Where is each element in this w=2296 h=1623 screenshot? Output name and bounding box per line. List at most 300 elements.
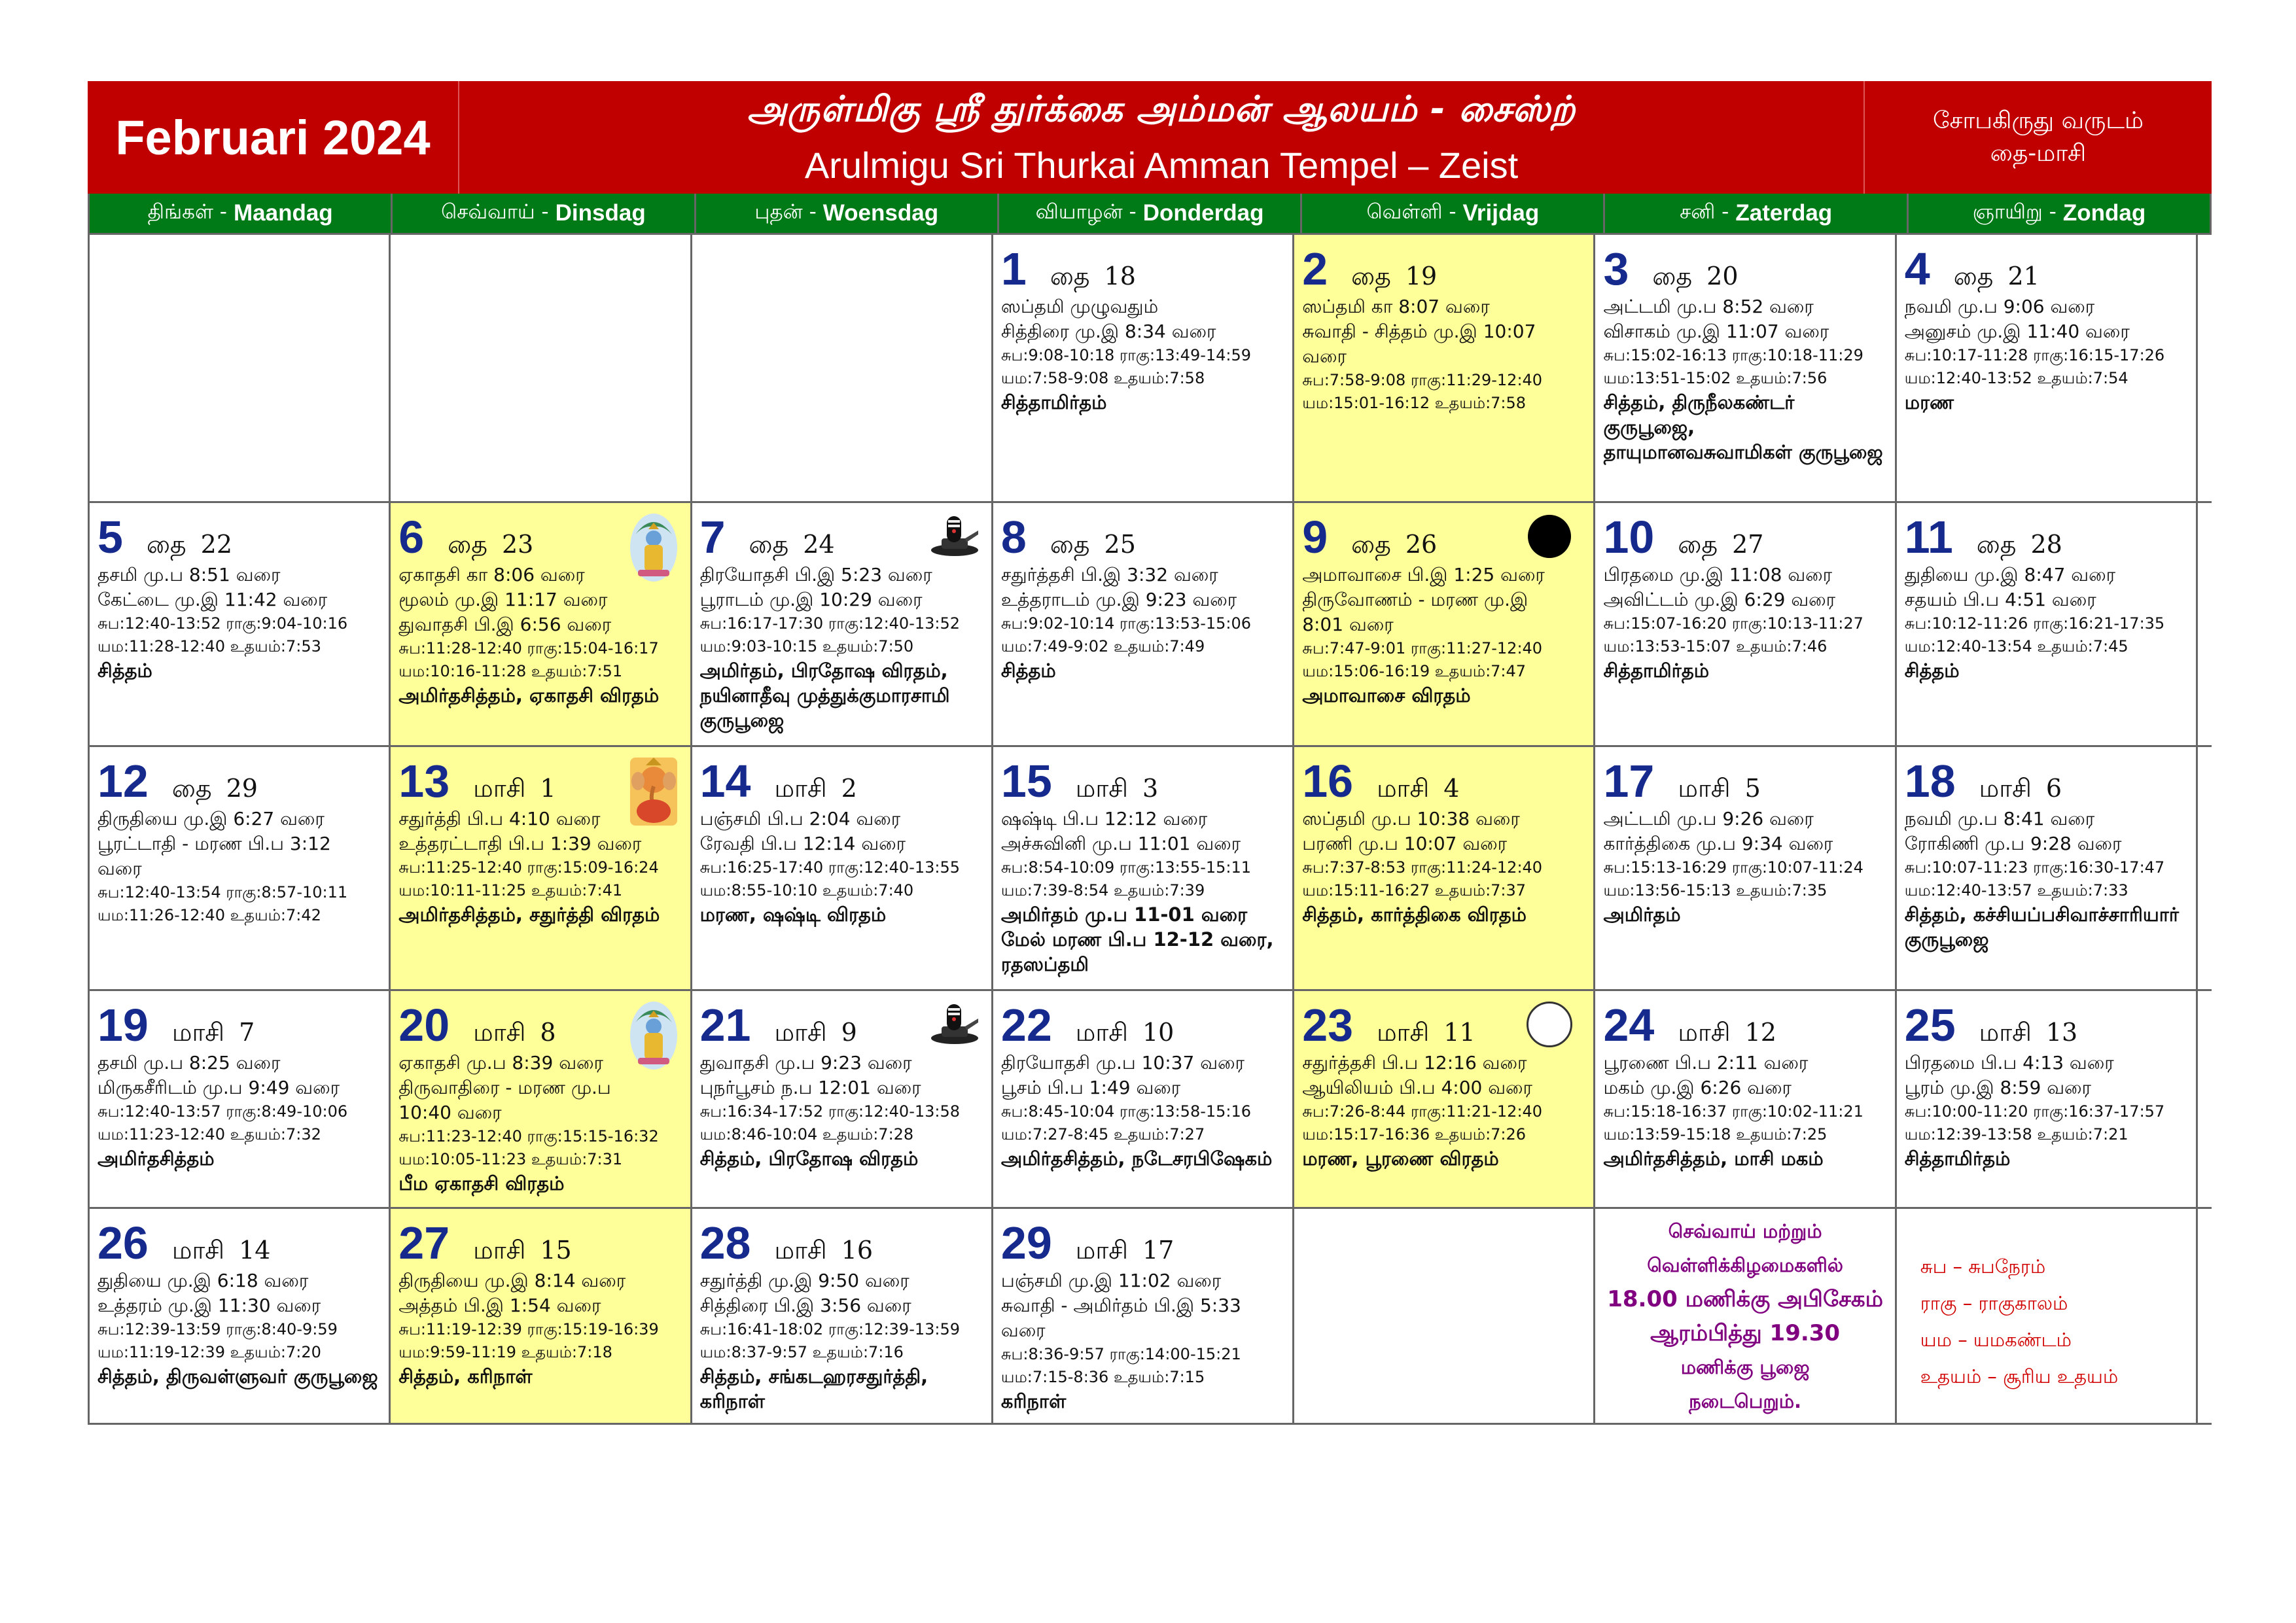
tithi-nakshatra-line: அச்சுவினி மு.ப 11:01 வரை <box>1000 833 1241 854</box>
day-heading <box>97 758 381 807</box>
tamil-date: 24 <box>803 530 835 559</box>
shiva-lingam-icon <box>928 1000 980 1049</box>
day-cell-8 <box>993 503 1294 745</box>
day-heading <box>1001 245 1284 294</box>
empty-cell <box>90 235 391 501</box>
tithi-nakshatra-line: அனுசம் மு.இ 11:40 வரை <box>1904 321 2130 342</box>
tithi-nakshatra-line: அத்தம் பி.இ 1:54 வரை <box>398 1295 601 1316</box>
day-heading <box>1302 758 1585 807</box>
weekday-header <box>88 194 2212 233</box>
tithi-nakshatra-line: புநர்பூசம் ந.ப 12:01 வரை <box>699 1077 921 1098</box>
timings-line: யம:13:56-15:13 உதயம்:7:35 <box>1603 881 1828 899</box>
events: அமிர்தம், பிரதோஷ விரதம், நயினாதீவு முத்துக்குமாரசாமி குருபூஜை <box>699 659 950 731</box>
tithi-nakshatra-line: தசமி மு.ப 8:25 வரை <box>97 1052 281 1073</box>
events: அமிர்தசித்தம், மாசி மகம் <box>1603 1147 1824 1170</box>
empty-cell <box>692 235 993 501</box>
tithi-nakshatra-line: சதுர்த்தசி பி.இ 3:32 வரை <box>1000 564 1218 585</box>
calendar-header <box>88 81 2212 194</box>
tithi-nakshatra-line: நவமி மு.ப 8:41 வரை <box>1904 808 2095 829</box>
temple-title <box>459 81 1865 194</box>
date-number: 5 <box>97 512 123 563</box>
date-number: 23 <box>1302 1000 1354 1051</box>
vishnu-icon <box>629 1000 679 1073</box>
tamil-date: 5 <box>1744 774 1761 803</box>
events: அமிர்தசித்தம் <box>97 1147 215 1170</box>
puja-notice <box>1595 1209 1896 1423</box>
events: சித்தம், பிரதோஷ விரதம் <box>699 1147 919 1170</box>
tamil-date: 13 <box>2045 1018 2078 1047</box>
week-row <box>90 747 2212 991</box>
timings-line: யம:9:59-11:19 உதயம்:7:18 <box>398 1343 612 1361</box>
date-number: 3 <box>1603 243 1629 294</box>
empty-cell <box>391 235 692 501</box>
date-number: 10 <box>1603 512 1655 563</box>
timings-line: சுப:15:18-16:37 ராகு:10:02-11:21 <box>1603 1102 1863 1121</box>
tithi-nakshatra-line: ஷஷ்டி பி.ப 12:12 வரை <box>1000 808 1208 829</box>
notice-line: ஆரம்பித்து 19.30 <box>1650 1319 1841 1346</box>
tithi-nakshatra-line: ஆயிலியம் பி.ப 4:00 வரை <box>1302 1077 1533 1098</box>
date-number: 28 <box>699 1217 751 1268</box>
weekday-tamil: புதன் - <box>754 200 817 224</box>
timings-line: யம:11:28-12:40 உதயம்:7:53 <box>97 637 321 655</box>
tithi-nakshatra-line: விசாகம் மு.இ 11:07 வரை <box>1603 321 1829 342</box>
timings-line: யம:10:16-11:28 உதயம்:7:51 <box>398 662 623 680</box>
tamil-date: 6 <box>2045 774 2062 803</box>
tithi-nakshatra-line: பூரட்டாதி - மரண பி.ப 3:12 <box>97 833 331 854</box>
timings-line: யம:11:26-12:40 உதயம்:7:42 <box>97 906 321 924</box>
tamil-date: 27 <box>1732 530 1764 559</box>
tamil-month: தை <box>1351 262 1391 290</box>
date-number: 20 <box>398 1000 450 1051</box>
tithi-nakshatra-line: சுவாதி - சித்தம் மு.இ 10:07 <box>1302 321 1536 342</box>
day-heading <box>97 1002 381 1051</box>
timings-line: சுப:10:07-11:23 ராகு:16:30-17:47 <box>1904 858 2165 877</box>
day-cell-11 <box>1897 503 2198 745</box>
tamil-date: 16 <box>841 1236 874 1265</box>
timings-line: சுப:7:26-8:44 ராகு:11:21-12:40 <box>1302 1102 1543 1121</box>
tithi-nakshatra-line: பூராடம் மு.இ 10:29 வரை <box>699 589 923 610</box>
tithi-nakshatra-line: சித்திரை மு.இ 8:34 வரை <box>1000 321 1216 342</box>
tamil-month: மாசி <box>1377 1018 1430 1047</box>
timings-line: யம:8:46-10:04 உதயம்:7:28 <box>699 1125 914 1143</box>
tamil-month: தை <box>1678 530 1718 559</box>
tamil-date: 8 <box>540 1018 556 1047</box>
timings-line: சுப:7:58-9:08 ராகு:11:29-12:40 <box>1302 371 1543 389</box>
tamil-month: மாசி <box>1979 774 2032 803</box>
events: பீம ஏகாதசி விரதம் <box>398 1172 565 1195</box>
tithi-nakshatra-line: அமாவாசை பி.இ 1:25 வரை <box>1302 564 1545 585</box>
tithi-nakshatra-line: திரயோதசி மு.ப 10:37 வரை <box>1000 1052 1245 1073</box>
events: சித்தம் <box>1904 659 1960 682</box>
timings-line: யம:13:53-15:07 உதயம்:7:46 <box>1603 637 1828 655</box>
day-cell-13 <box>391 747 692 989</box>
day-heading <box>700 1219 983 1268</box>
day-heading <box>1603 758 1886 807</box>
day-heading <box>97 1219 381 1268</box>
weekday-donderdag <box>999 194 1302 233</box>
day-cell-24 <box>1595 991 1896 1207</box>
events: கரிநாள் <box>1000 1390 1067 1412</box>
legend-item: ராகு – ராகுகாலம் <box>1920 1292 2068 1314</box>
timings-line: சுப:9:08-10:18 ராகு:13:49-14:59 <box>1000 346 1252 364</box>
timings-line: சுப:11:28-12:40 ராகு:15:04-16:17 <box>398 639 659 657</box>
weekday-dutch: Zondag <box>2062 200 2146 226</box>
tithi-nakshatra-line: தசமி மு.ப 8:51 வரை <box>97 564 281 585</box>
notice-line: 18.00 மணிக்கு அபிசேகம் <box>1607 1285 1884 1312</box>
weekday-maandag <box>90 194 393 233</box>
tithi-nakshatra-line: உத்தரட்டாதி பி.ப 1:39 வரை <box>398 833 642 854</box>
tamil-date: 15 <box>540 1236 572 1265</box>
day-cell-17 <box>1595 747 1896 989</box>
tithi-nakshatra-line: ஏகாதசி மு.ப 8:39 வரை <box>398 1052 603 1073</box>
tamil-date: 2 <box>841 774 857 803</box>
day-cell-16 <box>1294 747 1595 989</box>
tamil-date: 4 <box>1443 774 1460 803</box>
tamil-date: 9 <box>841 1018 857 1047</box>
weekday-dutch: Donderdag <box>1142 200 1264 226</box>
timings-line: சுப:7:47-9:01 ராகு:11:27-12:40 <box>1302 639 1543 657</box>
events: சித்தம், கச்சியப்பசிவாச்சாரியார் குருபூஜை <box>1904 903 2179 951</box>
events: சித்தாமிர்தம் <box>1000 391 1107 413</box>
weekday-dutch: Zaterdag <box>1735 200 1833 226</box>
timings-line: யம:13:51-15:02 உதயம்:7:56 <box>1603 369 1828 387</box>
events: அமாவாசை விரதம் <box>1302 684 1471 707</box>
tithi-nakshatra-line: சதயம் பி.ப 4:51 வரை <box>1904 589 2096 610</box>
weekday-dinsdag <box>393 194 696 233</box>
timings-line: சுப:15:02-16:13 ராகு:10:18-11:29 <box>1603 346 1863 364</box>
day-heading <box>1001 758 1284 807</box>
date-number: 4 <box>1904 243 1930 294</box>
date-number: 17 <box>1603 756 1655 807</box>
notice-line: செவ்வாய் மற்றும் <box>1668 1219 1822 1242</box>
tithi-nakshatra-line: பூரணை பி.ப 2:11 வரை <box>1603 1052 1809 1073</box>
week-row <box>90 503 2212 747</box>
timings-line: சுப:10:12-11:26 ராகு:16:21-17:35 <box>1904 614 2165 633</box>
tamil-date: 3 <box>1142 774 1159 803</box>
empty-cell <box>1294 1209 1595 1423</box>
day-cell-21 <box>692 991 993 1207</box>
day-cell-14 <box>692 747 993 989</box>
tamil-month: தை <box>1050 530 1090 559</box>
weekday-woensdag <box>696 194 999 233</box>
timings-line: யம:12:40-13:54 உதயம்:7:45 <box>1904 637 2128 655</box>
day-cell-27 <box>391 1209 692 1423</box>
timings-line: சுப:16:41-18:02 ராகு:12:39-13:59 <box>699 1320 961 1338</box>
tithi-nakshatra-line: ஸப்தமி மு.ப 10:38 வரை <box>1302 808 1520 829</box>
events: சித்தம், கார்த்திகை விரதம் <box>1302 903 1527 926</box>
tithi-nakshatra-line: துவாதசி பி.இ 6:56 வரை <box>398 614 612 635</box>
weekday-tamil: சனி - <box>1680 200 1729 224</box>
date-number: 2 <box>1302 243 1328 294</box>
day-cell-26 <box>90 1209 391 1423</box>
tamil-month: மாசி <box>1377 774 1430 803</box>
week-row <box>90 1209 2212 1425</box>
events: சித்தாமிர்தம் <box>1904 1147 2011 1170</box>
tithi-nakshatra-line: திருதியை மு.இ 8:14 வரை <box>398 1270 626 1291</box>
weekday-tamil: ஞாயிறு - <box>1972 200 2057 224</box>
day-cell-20 <box>391 991 692 1207</box>
day-cell-3 <box>1595 235 1896 501</box>
date-number: 26 <box>97 1217 149 1268</box>
tithi-nakshatra-line: பிரதமை மு.இ 11:08 வரை <box>1603 564 1833 585</box>
tamil-month: மாசி <box>1075 1236 1128 1265</box>
timings-line: சுப:15:07-16:20 ராகு:10:13-11:27 <box>1603 614 1863 633</box>
tithi-nakshatra-line: சுவாதி - அமிர்தம் பி.இ 5:33 <box>1000 1295 1241 1316</box>
day-cell-23 <box>1294 991 1595 1207</box>
day-heading <box>1302 245 1585 294</box>
tithi-nakshatra-line: திருவாதிரை - மரண மு.ப <box>398 1077 611 1098</box>
day-cell-6 <box>391 503 692 745</box>
calendar <box>88 81 2212 1425</box>
tamil-date: 28 <box>2030 530 2062 559</box>
timings-line: யம:15:06-16:19 உதயம்:7:47 <box>1302 662 1527 680</box>
tithi-nakshatra-line: துவாதசி மு.ப 9:23 வரை <box>699 1052 912 1073</box>
tamil-date: 22 <box>200 530 233 559</box>
tithi-nakshatra-line: சதுர்த்தி மு.இ 9:50 வரை <box>699 1270 910 1291</box>
day-heading <box>1905 514 2188 563</box>
tithi-nakshatra-line: ரோகிணி மு.ப 9:28 வரை <box>1904 833 2122 854</box>
timings-line: யம:15:17-16:36 உதயம்:7:26 <box>1302 1125 1527 1143</box>
tithi-nakshatra-line: திருவோணம் - மரண மு.இ <box>1302 589 1528 610</box>
day-heading <box>1001 514 1284 563</box>
day-cell-1 <box>993 235 1294 501</box>
tithi-nakshatra-line: கேட்டை மு.இ 11:42 வரை <box>97 589 328 610</box>
weekday-vrijdag <box>1302 194 1605 233</box>
timings-line: யம:8:55-10:10 உதயம்:7:40 <box>699 881 914 899</box>
tithi-nakshatra-line: திருதியை மு.இ 6:27 வரை <box>97 808 325 829</box>
timings-line: யம:7:15-8:36 உதயம்:7:15 <box>1000 1368 1205 1386</box>
day-heading <box>1603 1002 1886 1051</box>
tamil-month: மாசி <box>1979 1018 2032 1047</box>
tithi-nakshatra-line: சதுர்த்தசி பி.ப 12:16 வரை <box>1302 1052 1527 1073</box>
tamil-month: மாசி <box>171 1018 225 1047</box>
day-cell-29 <box>993 1209 1294 1423</box>
tamil-month: மாசி <box>171 1236 225 1265</box>
tamil-month: தை <box>1953 262 1994 290</box>
weekday-zaterdag <box>1605 194 1908 233</box>
tithi-nakshatra-line: பரணி மு.ப 10:07 வரை <box>1302 833 1508 854</box>
date-number: 14 <box>699 756 751 807</box>
date-number: 1 <box>1000 243 1027 294</box>
date-number: 25 <box>1904 1000 1956 1051</box>
tamil-date: 12 <box>1744 1018 1776 1047</box>
date-number: 22 <box>1000 1000 1052 1051</box>
year-name: சோபகிருது வருடம் <box>1932 107 2144 134</box>
tithi-nakshatra-line: மிருகசீரிடம் மு.ப 9:49 வரை <box>97 1077 340 1098</box>
timings-line: யம:8:37-9:57 உதயம்:7:16 <box>699 1343 904 1361</box>
weekday-dutch: Dinsdag <box>555 200 646 226</box>
tithi-nakshatra-line: பூரம் மு.இ 8:59 வரை <box>1904 1077 2092 1098</box>
tamil-date: 29 <box>226 774 258 803</box>
timings-line: சுப:11:25-12:40 ராகு:15:09-16:24 <box>398 858 659 877</box>
timing-legend <box>1897 1209 2198 1423</box>
day-cell-15 <box>993 747 1294 989</box>
tamil-date: 11 <box>1443 1018 1475 1047</box>
timings-line: சுப:15:13-16:29 ராகு:10:07-11:24 <box>1603 858 1863 877</box>
tithi-nakshatra-line: பூசம் பி.ப 1:49 வரை <box>1000 1077 1181 1098</box>
events: மரண, பூரணை விரதம் <box>1302 1147 1499 1170</box>
date-number: 12 <box>97 756 149 807</box>
timings-line: யம:11:19-12:39 உதயம்:7:20 <box>97 1343 321 1361</box>
date-number: 21 <box>699 1000 751 1051</box>
tamil-month: தை <box>1652 262 1693 290</box>
timings-line: சுப:8:45-10:04 ராகு:13:58-15:16 <box>1000 1102 1252 1121</box>
date-number: 16 <box>1302 756 1354 807</box>
events: சித்தம் <box>97 659 152 682</box>
timings-line: சுப:11:19-12:39 ராகு:15:19-16:39 <box>398 1320 659 1338</box>
timings-line: யம:7:27-8:45 உதயம்:7:27 <box>1000 1125 1205 1143</box>
date-number: 8 <box>1000 512 1027 563</box>
tamil-month: தை <box>749 530 789 559</box>
timings-line: யம:10:11-11:25 உதயம்:7:41 <box>398 881 623 899</box>
tithi-nakshatra-line: 8:01 வரை <box>1302 614 1394 635</box>
day-heading <box>398 1219 682 1268</box>
tamil-date: 23 <box>501 530 534 559</box>
timings-line: யம:12:40-13:52 உதயம்:7:54 <box>1904 369 2128 387</box>
notice-line: வெள்ளிக்கிழமைகளில் <box>1647 1253 1843 1276</box>
day-heading <box>1905 245 2188 294</box>
timings-line: சுப:12:40-13:54 ராகு:8:57-10:11 <box>97 883 348 901</box>
date-number: 7 <box>699 512 726 563</box>
timings-line: யம:9:03-10:15 உதயம்:7:50 <box>699 637 914 655</box>
tithi-nakshatra-line: ஏகாதசி கா 8:06 வரை <box>398 564 585 585</box>
timings-line: யம:7:49-9:02 உதயம்:7:49 <box>1000 637 1205 655</box>
day-cell-19 <box>90 991 391 1207</box>
tamil-month: தை <box>1351 530 1391 559</box>
tithi-nakshatra-line: துதியை மு.இ 8:47 வரை <box>1904 564 2116 585</box>
date-number: 19 <box>97 1000 149 1051</box>
timings-line: யம:12:39-13:58 உதயம்:7:21 <box>1904 1125 2128 1143</box>
tithi-nakshatra-line: பிரதமை பி.ப 4:13 வரை <box>1904 1052 2114 1073</box>
tamil-month: தை <box>171 774 212 803</box>
tithi-nakshatra-line: அட்டமி மு.ப 9:26 வரை <box>1603 808 1814 829</box>
tithi-nakshatra-line: வரை <box>1000 1319 1046 1341</box>
tithi-nakshatra-line: அட்டமி மு.ப 8:52 வரை <box>1603 296 1814 317</box>
date-number: 15 <box>1000 756 1052 807</box>
date-number: 27 <box>398 1217 450 1268</box>
tithi-nakshatra-line: மூலம் மு.இ 11:17 வரை <box>398 589 608 610</box>
tithi-nakshatra-line: வரை <box>1302 345 1347 367</box>
timings-line: யம:13:59-15:18 உதயம்:7:25 <box>1603 1125 1828 1143</box>
tamil-month: தை <box>448 530 487 559</box>
tamil-date: 26 <box>1405 530 1438 559</box>
month-title: Februari 2024 <box>88 81 459 194</box>
events: சித்தம், கரிநாள் <box>398 1365 533 1387</box>
timings-line: யம:7:58-9:08 உதயம்:7:58 <box>1000 369 1205 387</box>
events: மரண, ஷஷ்டி விரதம் <box>699 903 887 926</box>
year-info <box>1865 81 2212 194</box>
events: சித்தம், திருநீலகண்டர் குருபூஜை, தாயுமானவசுவாமிகள் குருபூஜை <box>1603 391 1883 463</box>
timings-line: யம:7:39-8:54 உதயம்:7:39 <box>1000 881 1205 899</box>
tithi-nakshatra-line: கார்த்திகை மு.ப 9:34 வரை <box>1603 833 1833 854</box>
tamil-date: 21 <box>2007 262 2040 290</box>
day-cell-25 <box>1897 991 2198 1207</box>
timings-line: யம:15:01-16:12 உதயம்:7:58 <box>1302 394 1527 412</box>
tamil-months: தை-மாசி <box>1990 140 2087 167</box>
tamil-month: மாசி <box>774 1236 827 1265</box>
date-number: 6 <box>398 512 425 563</box>
date-number: 24 <box>1603 1000 1655 1051</box>
tamil-month: மாசி <box>1678 774 1731 803</box>
tithi-nakshatra-line: துதியை மு.இ 6:18 வரை <box>97 1270 309 1291</box>
timings-line: சுப:11:23-12:40 ராகு:15:15-16:32 <box>398 1127 659 1145</box>
tamil-month: தை <box>1050 262 1090 290</box>
tithi-nakshatra-line: பஞ்சமி பி.ப 2:04 வரை <box>699 808 901 829</box>
tamil-date: 19 <box>1405 262 1438 290</box>
date-number: 11 <box>1904 512 1953 563</box>
events: அமிர்தம் <box>1603 903 1681 926</box>
day-heading <box>97 514 381 563</box>
day-heading <box>1603 245 1886 294</box>
puja-notice-text <box>1607 1214 1883 1418</box>
tamil-month: மாசி <box>473 1018 526 1047</box>
tithi-nakshatra-line: வரை <box>97 858 142 879</box>
tamil-date: 17 <box>1142 1236 1174 1265</box>
events: அமிர்தசித்தம், நடேசரபிஷேகம் <box>1000 1147 1273 1170</box>
tamil-month: மாசி <box>774 1018 827 1047</box>
tithi-nakshatra-line: அவிட்டம் மு.இ 6:29 வரை <box>1603 589 1836 610</box>
date-number: 18 <box>1904 756 1956 807</box>
temple-title-english: Arulmigu Sri Thurkai Amman Tempel – Zeist <box>804 145 1519 186</box>
tithi-nakshatra-line: உத்தரம் மு.இ 11:30 வரை <box>97 1295 321 1316</box>
timings-line: யம:10:05-11:23 உதயம்:7:31 <box>398 1150 623 1168</box>
tithi-nakshatra-line: ஸப்தமி கா 8:07 வரை <box>1302 296 1490 317</box>
tithi-nakshatra-line: 10:40 வரை <box>398 1102 502 1123</box>
timings-line: யம:12:40-13:57 உதயம்:7:33 <box>1904 881 2128 899</box>
day-cell-10 <box>1595 503 1896 745</box>
tithi-nakshatra-line: ஸப்தமி முழுவதும் <box>1000 296 1159 317</box>
timings-line: சுப:8:54-10:09 ராகு:13:55-15:11 <box>1000 858 1252 877</box>
timings-line: சுப:7:37-8:53 ராகு:11:24-12:40 <box>1302 858 1543 877</box>
weekday-dutch: Vrijdag <box>1462 200 1540 226</box>
tithi-nakshatra-line: ரேவதி பி.ப 12:14 வரை <box>699 833 906 854</box>
timings-line: சுப:12:40-13:52 ராகு:9:04-10:16 <box>97 614 348 633</box>
week-row <box>90 991 2212 1209</box>
timings-line: சுப:16:17-17:30 ராகு:12:40-13:52 <box>699 614 961 633</box>
tithi-nakshatra-line: உத்தராடம் மு.இ 9:23 வரை <box>1000 589 1237 610</box>
tamil-month: மாசி <box>1075 1018 1128 1047</box>
day-heading <box>1001 1002 1284 1051</box>
weekday-tamil: திங்கள் - <box>147 200 227 224</box>
day-heading <box>1603 514 1886 563</box>
tithi-nakshatra-line: பஞ்சமி மு.இ 11:02 வரை <box>1000 1270 1222 1291</box>
events: அமிர்தசித்தம், ஏகாதசி விரதம் <box>398 684 660 707</box>
notice-line: நடைபெறும். <box>1689 1389 1802 1412</box>
day-cell-18 <box>1897 747 2198 989</box>
tamil-month: மாசி <box>1678 1018 1731 1047</box>
tamil-date: 18 <box>1104 262 1136 290</box>
day-cell-7 <box>692 503 993 745</box>
vishnu-icon <box>629 512 679 585</box>
events: சித்தம், சங்கடஹரசதுர்த்தி, கரிநாள் <box>699 1365 928 1412</box>
events: அமிர்தம் மு.ப 11-01 வரை மேல் மரண பி.ப 12-12 வரை, ரதஸப்தமி <box>1000 903 1274 975</box>
timings-line: சுப:8:36-9:57 ராகு:14:00-15:21 <box>1000 1345 1241 1363</box>
timings-line: சுப:9:02-10:14 ராகு:13:53-15:06 <box>1000 614 1252 633</box>
week-row <box>90 235 2212 503</box>
date-number: 29 <box>1000 1217 1052 1268</box>
weekday-dutch: Maandag <box>234 200 333 226</box>
day-heading <box>700 758 983 807</box>
calendar-grid <box>88 233 2212 1425</box>
tamil-date: 14 <box>239 1236 271 1265</box>
tithi-nakshatra-line: சதுர்த்தி பி.ப 4:10 வரை <box>398 808 601 829</box>
events: சித்தாமிர்தம் <box>1603 659 1710 682</box>
weekday-dutch: Woensdag <box>822 200 939 226</box>
date-number: 9 <box>1302 512 1328 563</box>
tamil-month: தை <box>1976 530 2017 559</box>
shiva-lingam-icon <box>928 512 980 561</box>
temple-title-tamil: அருள்மிகு ஸ்ரீ துர்க்கை அம்மன் ஆலயம் - சைஸ்ற் <box>747 88 1576 130</box>
